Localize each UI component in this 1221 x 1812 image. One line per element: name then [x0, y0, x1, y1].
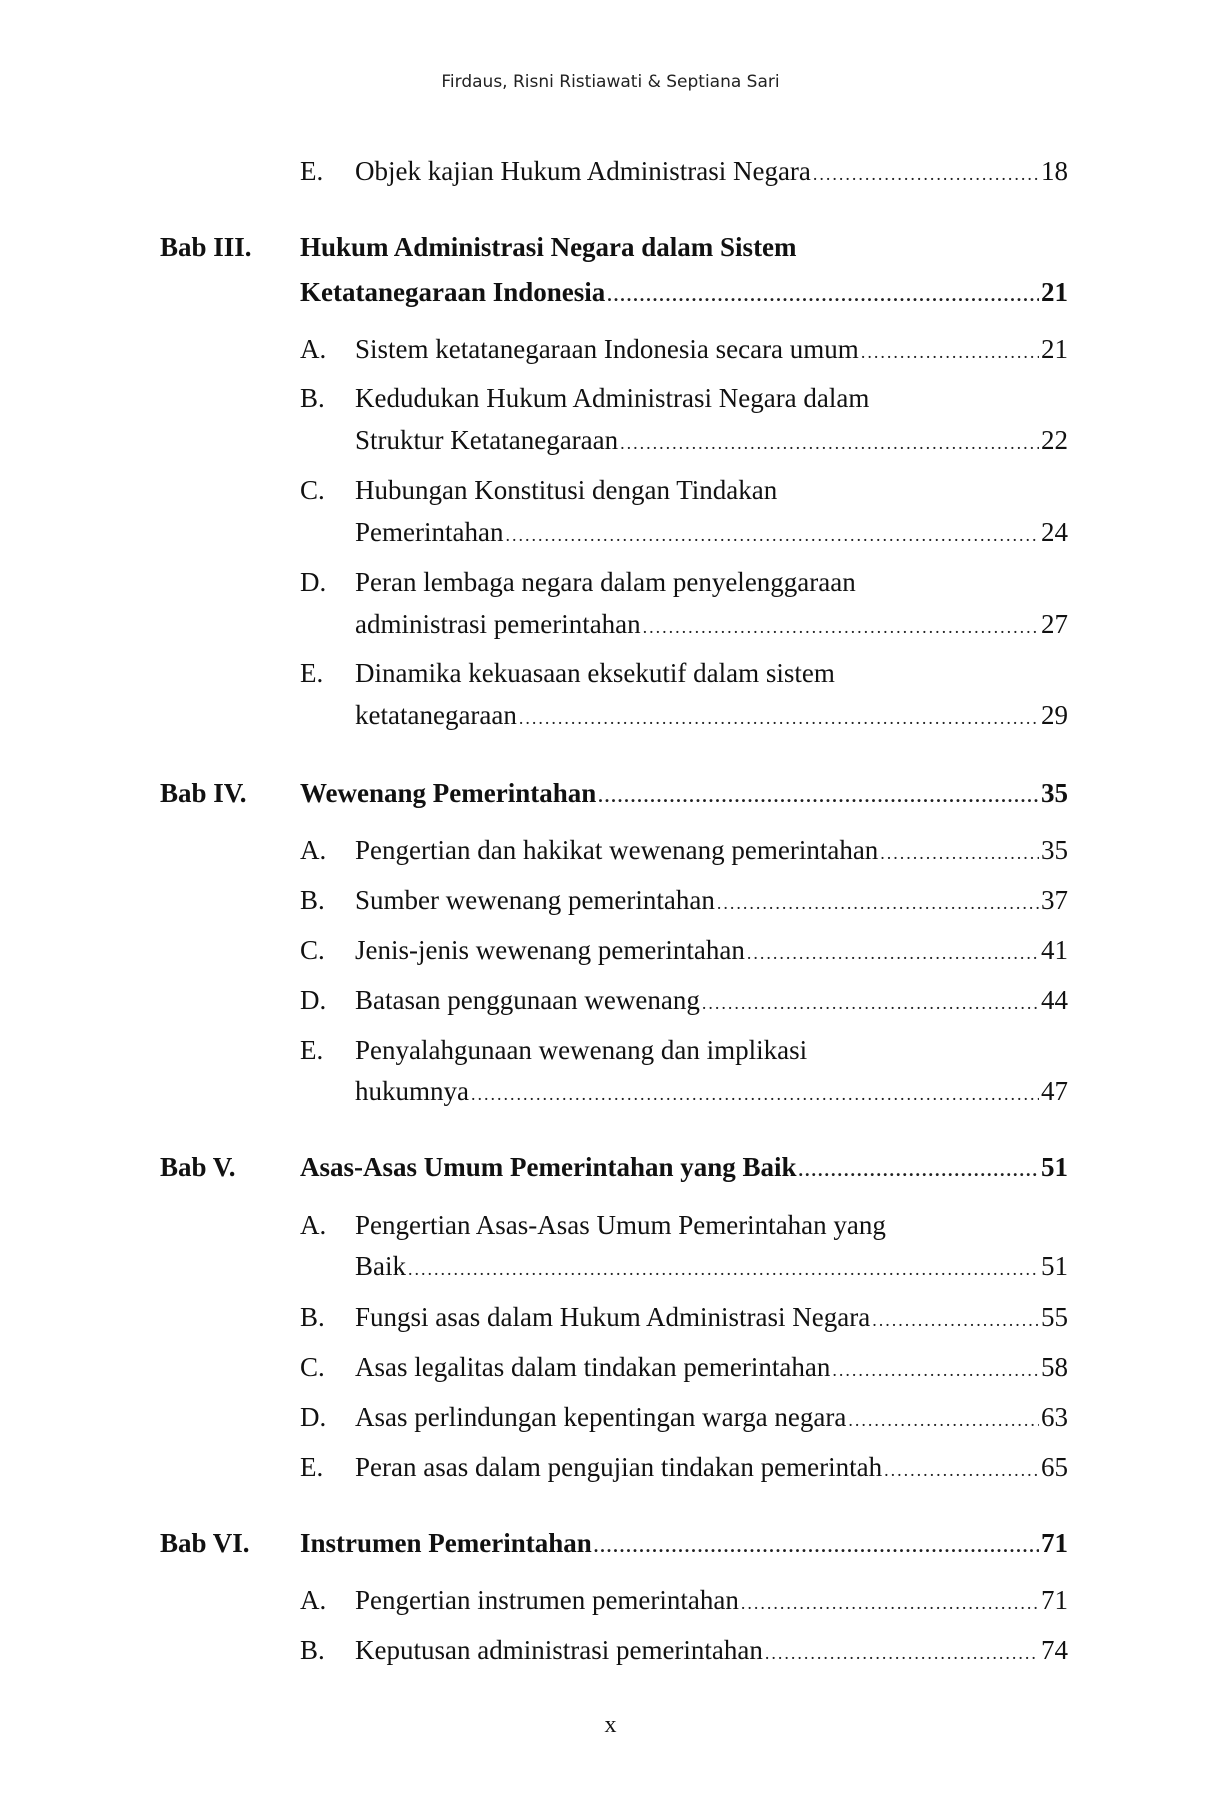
entry-title: Jenis-jenis wewenang pemerintahan — [355, 935, 745, 965]
entry-page: 37 — [1041, 885, 1068, 915]
chapter-title: Wewenang Pemerintahan — [300, 778, 597, 808]
entry-page: 41 — [1041, 935, 1068, 965]
entry-title: Kedudukan Hukum Administrasi Negara dalam — [355, 383, 870, 413]
entry-title: Keputusan administrasi pemerintahan — [355, 1635, 763, 1665]
entry-letter: B. — [300, 1635, 325, 1665]
dot-leader — [620, 423, 1039, 463]
entry-page: 35 — [1041, 835, 1068, 865]
dot-leader — [832, 1350, 1039, 1390]
chapter-heading[interactable] — [0, 1147, 1221, 1187]
entry-page: 71 — [1041, 1585, 1068, 1615]
entry-letter: E. — [300, 1035, 324, 1065]
entry-title: hukumnya — [355, 1076, 469, 1106]
entry-title: Peran lembaga negara dalam penyelenggaraan — [355, 567, 856, 597]
toc-entry-cont[interactable] — [0, 420, 1221, 460]
toc-entry-cont[interactable] — [0, 1071, 1221, 1111]
entry-title: Struktur Ketatanegaraan — [355, 425, 619, 455]
entry-page: 29 — [1041, 700, 1068, 730]
dot-leader — [747, 933, 1039, 973]
chapter-heading[interactable] — [0, 227, 1221, 267]
toc-entry[interactable] — [0, 1447, 1221, 1487]
toc-entry[interactable] — [0, 151, 1221, 191]
entry-title: Fungsi asas dalam Hukum Administrasi Negara — [355, 1302, 871, 1332]
toc-entry[interactable] — [0, 562, 1221, 602]
entry-letter: C. — [300, 1352, 325, 1382]
dot-leader — [594, 1526, 1039, 1566]
dot-leader — [799, 1150, 1039, 1190]
entry-letter: E. — [300, 1452, 324, 1482]
toc-entry[interactable] — [0, 1347, 1221, 1387]
entry-title: Hubungan Konstitusi dengan Tindakan — [355, 475, 778, 505]
dot-leader — [848, 1400, 1039, 1440]
dot-leader — [702, 983, 1039, 1023]
entry-title: Pengertian instrumen pemerintahan — [355, 1585, 739, 1615]
entry-page: 63 — [1041, 1402, 1068, 1432]
toc-entry[interactable] — [0, 378, 1221, 418]
chapter-label: Bab III. — [160, 232, 252, 262]
entry-title: Objek kajian Hukum Administrasi Negara — [355, 156, 811, 186]
entry-page: 44 — [1041, 985, 1068, 1015]
chapter-heading-cont[interactable] — [0, 272, 1221, 312]
dot-leader — [880, 833, 1039, 873]
toc-entry[interactable] — [0, 1397, 1221, 1437]
toc-entry[interactable] — [0, 1205, 1221, 1245]
chapter-page: 35 — [1041, 778, 1068, 808]
toc-entry[interactable] — [0, 830, 1221, 870]
entry-page: 21 — [1041, 334, 1068, 364]
entry-letter: E. — [300, 156, 324, 186]
toc-entry[interactable] — [0, 1580, 1221, 1620]
entry-title: Peran asas dalam pengujian tindakan pemerintah — [355, 1452, 883, 1482]
entry-letter: E. — [300, 658, 324, 688]
dot-leader — [607, 275, 1039, 315]
entry-page: 65 — [1041, 1452, 1068, 1482]
entry-title: Pengertian Asas-Asas Umum Pemerintahan yang — [355, 1210, 886, 1240]
dot-leader — [717, 883, 1039, 923]
dot-leader — [643, 607, 1039, 647]
toc-entry[interactable] — [0, 329, 1221, 369]
dot-leader — [765, 1633, 1039, 1673]
entry-title: Batasan penggunaan wewenang — [355, 985, 700, 1015]
toc-entry[interactable] — [0, 930, 1221, 970]
entry-line — [355, 151, 1068, 194]
entry-page: 24 — [1041, 517, 1068, 547]
entry-title: Pengertian dan hakikat wewenang pemerintahan — [355, 835, 879, 865]
entry-page: 51 — [1041, 1251, 1068, 1281]
toc-entry-cont[interactable] — [0, 1246, 1221, 1286]
entry-title: Baik — [355, 1251, 406, 1281]
chapter-title: Instrumen Pemerintahan — [300, 1528, 592, 1558]
chapter-page: 51 — [1041, 1152, 1068, 1182]
entry-page: 18 — [1041, 156, 1068, 186]
toc-entry[interactable] — [0, 1030, 1221, 1070]
chapter-title: Asas-Asas Umum Pemerintahan yang Baik — [300, 1152, 797, 1182]
entry-page: 74 — [1041, 1635, 1068, 1665]
entry-letter: A. — [300, 1585, 327, 1615]
chapter-page: 21 — [1041, 277, 1068, 307]
entry-letter: A. — [300, 334, 327, 364]
entry-title: Asas legalitas dalam tindakan pemerintahan — [355, 1352, 831, 1382]
dot-leader — [872, 1300, 1039, 1340]
chapter-label: Bab V. — [160, 1152, 236, 1182]
toc-entry-cont[interactable] — [0, 604, 1221, 644]
chapter-title: Ketatanegaraan Indonesia — [300, 277, 606, 307]
entry-letter: C. — [300, 935, 325, 965]
entry-letter: C. — [300, 475, 325, 505]
entry-letter: B. — [300, 383, 325, 413]
toc-entry-cont[interactable] — [0, 512, 1221, 552]
entry-title: Sumber wewenang pemerintahan — [355, 885, 715, 915]
toc-entry[interactable] — [0, 470, 1221, 510]
entry-page: 22 — [1041, 425, 1068, 455]
toc-entry[interactable] — [0, 653, 1221, 693]
chapter-heading[interactable] — [0, 773, 1221, 813]
entry-page: 47 — [1041, 1076, 1068, 1106]
chapter-label: Bab VI. — [160, 1528, 250, 1558]
entry-letter: A. — [300, 1210, 327, 1240]
dot-leader — [741, 1583, 1039, 1623]
chapter-title: Hukum Administrasi Negara dalam Sistem — [300, 232, 797, 262]
entry-letter: B. — [300, 885, 325, 915]
toc-entry[interactable] — [0, 1630, 1221, 1670]
dot-leader — [471, 1074, 1039, 1114]
toc-entry-cont[interactable] — [0, 695, 1221, 735]
toc-entry[interactable] — [0, 880, 1221, 920]
entry-title: ketatanegaraan — [355, 700, 517, 730]
entry-title: Penyalahgunaan wewenang dan implikasi — [355, 1035, 808, 1065]
entry-letter: D. — [300, 567, 327, 597]
dot-leader — [884, 1450, 1039, 1490]
entry-page: 58 — [1041, 1352, 1068, 1382]
entry-letter: A. — [300, 835, 327, 865]
entry-title: Sistem ketatanegaraan Indonesia secara umum — [355, 334, 859, 364]
dot-leader — [861, 332, 1039, 372]
chapter-heading[interactable] — [0, 1523, 1221, 1563]
entry-title: Pemerintahan — [355, 517, 504, 547]
dot-leader — [505, 515, 1039, 555]
page-number: x — [604, 1712, 617, 1738]
entry-page: 55 — [1041, 1302, 1068, 1332]
dot-leader — [408, 1249, 1039, 1289]
entry-letter: B. — [300, 1302, 325, 1332]
entry-letter: D. — [300, 985, 327, 1015]
toc-entry[interactable] — [0, 1297, 1221, 1337]
chapter-label: Bab IV. — [160, 778, 247, 808]
chapter-page: 71 — [1041, 1528, 1068, 1558]
dot-leader — [598, 776, 1039, 816]
entry-title: administrasi pemerintahan — [355, 609, 641, 639]
entry-title: Dinamika kekuasaan eksekutif dalam sistem — [355, 658, 835, 688]
running-header: Firdaus, Risni Ristiawati & Septiana Sari — [441, 72, 780, 92]
toc-entry[interactable] — [0, 980, 1221, 1020]
dot-leader — [519, 698, 1039, 738]
dot-leader — [813, 154, 1039, 194]
entry-title: Asas perlindungan kepentingan warga negara — [355, 1402, 847, 1432]
entry-page: 27 — [1041, 609, 1068, 639]
entry-letter: D. — [300, 1402, 327, 1432]
